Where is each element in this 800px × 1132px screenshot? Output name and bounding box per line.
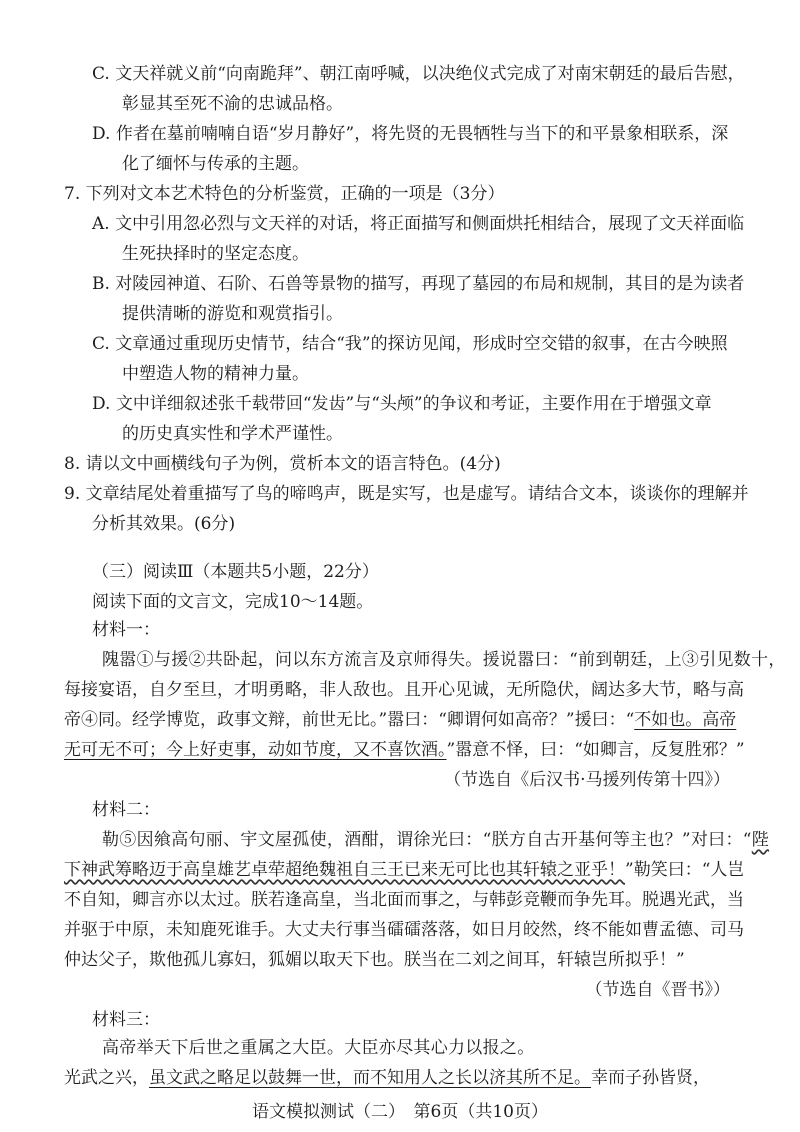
q7-stem: 7. 下列对文本艺术特色的分析鉴赏，正确的一项是（3分） — [64, 184, 505, 204]
material1-underlined-sentence-start: 不如也。高帝 — [634, 710, 737, 730]
q7-option-a-cont: 生死抉择时的坚定态度。 — [122, 244, 309, 264]
material3-line1: 高帝举天下后世之重属之大臣。大臣亦尽其心力以报之。 — [102, 1038, 535, 1058]
q7-option-c: C. 文章通过重现历史情节，结合“我”的探访见闻，形成时空交错的叙事，在古今映照 — [92, 334, 728, 354]
material1-line1: 隗嚣①与援②共卧起，问以东方流言及京师得失。援说嚣曰：“前到朝廷，上③引见数十， — [102, 650, 786, 670]
material1-line2: 每接宴语，自夕至旦，才明勇略，非人敌也。且开心见诚，无所隐伏，阔达多大节，略与高 — [64, 680, 744, 700]
q9-stem-cont: 分析其效果。(6分) — [92, 514, 236, 534]
material3-underlined-sentence: 虽文武之略足以鼓舞一世，而不知用人之长以济其所不足。 — [149, 1068, 591, 1088]
q6-option-d: D. 作者在墓前喃喃自语“岁月静好”，将先贤的无畏牺牲与当下的和平景象相联系，深 — [92, 124, 729, 144]
material1-line4-text: ”嚣意不怿，曰：“如卿言，反复胜邪？” — [446, 740, 745, 760]
material2-line1 — [102, 828, 769, 852]
material2-line1-text: 勒⑤因飨高句丽、宇文屋孤使，酒酣，谓徐光曰：“朕方自古开基何等主也？”对曰：“ — [102, 830, 752, 850]
q6-option-d-cont: 化了缅怀与传承的主题。 — [122, 154, 309, 174]
material2-wavy-sentence: 下神武筹略迈于高皇雄艺卓荦超绝魏祖自三王已来无可比也其轩辕之亚乎！ — [64, 860, 625, 880]
material2-line4: 并驱于中原，未知鹿死谁手。大丈夫行事当礌礌落落，如日月皎然，终不能如曹孟德、司马 — [64, 920, 744, 940]
q8-stem: 8. 请以文中画横线句子为例，赏析本文的语言特色。(4分) — [64, 454, 501, 474]
page-footer: 语文模拟测试（二） 第6页（共10页） — [252, 1102, 548, 1122]
material2-line2 — [64, 858, 744, 882]
material2-line3: 不自知，卿言亦以太过。朕若逢高皇，当北面而事之，与韩彭竞鞭而争先耳。脱遇光武，当 — [64, 890, 744, 910]
q7-option-c-cont: 中塑造人物的精神力量。 — [122, 364, 309, 384]
material1-underlined-sentence-end: 无可无不可；今上好吏事，动如节度，又不喜饮酒。 — [64, 740, 447, 760]
section3-instruction: 阅读下面的文言文，完成10～14题。 — [92, 592, 374, 612]
q7-option-b-cont: 提供清晰的游览和观赏指引。 — [122, 304, 343, 324]
q7-option-b: B. 对陵园神道、石阶、石兽等景物的描写，再现了墓园的布局和规制，其目的是为读者 — [92, 274, 745, 294]
material1-label: 材料一： — [92, 620, 160, 640]
material3-line2 — [64, 1066, 710, 1090]
material1-line3 — [64, 708, 736, 732]
material1-line3-text: 帝④同。经学博览，政事文辩，前世无比。”嚣曰：“卿谓何如高帝？”援曰：“ — [64, 710, 635, 730]
material2-line2-text: ”勒笑曰：“人岂 — [625, 860, 745, 880]
material1-source: （节选自《后汉书·马援列传第十四》） — [444, 770, 730, 790]
material2-line5: 仲达父子，欺他孤儿寡妇，狐媚以取天下也。朕当在二刘之间耳，轩辕岂所拟乎！” — [64, 950, 685, 970]
material3-line2-text: 光武之兴， — [64, 1068, 149, 1088]
material2-label: 材料二： — [92, 800, 160, 820]
material1-line4 — [64, 738, 745, 762]
q7-option-d: D. 文中详细叙述张千载带回“发齿”与“头颅”的争议和考证，主要作用在于增强文章 — [92, 394, 712, 414]
q6-option-c-cont: 彰显其至死不渝的忠诚品格。 — [122, 94, 343, 114]
material2-wavy-sentence-start: 陛 — [751, 830, 770, 850]
material3-label: 材料三： — [92, 1010, 160, 1030]
q7-option-d-cont: 的历史真实性和学术严谨性。 — [122, 424, 343, 444]
q6-option-c: C. 文天祥就义前“向南跪拜”、朝江南呼喊，以决绝仪式完成了对南宋朝廷的最后告慰， — [92, 64, 745, 84]
section3-title: （三）阅读Ⅲ（本题共5小题，22分） — [92, 562, 379, 582]
material2-source: （节选自《晋书》） — [585, 980, 730, 1000]
q9-stem: 9. 文章结尾处着重描写了鸟的啼鸣声，既是实写，也是虚写。请结合文本，谈谈你的理解并 — [64, 484, 749, 504]
material3-line2-tail: 幸而子孙皆贤， — [591, 1068, 710, 1088]
q7-option-a: A. 文中引用忽必烈与文天祥的对话，将正面描写和侧面烘托相结合，展现了文天祥面临 — [92, 214, 745, 234]
